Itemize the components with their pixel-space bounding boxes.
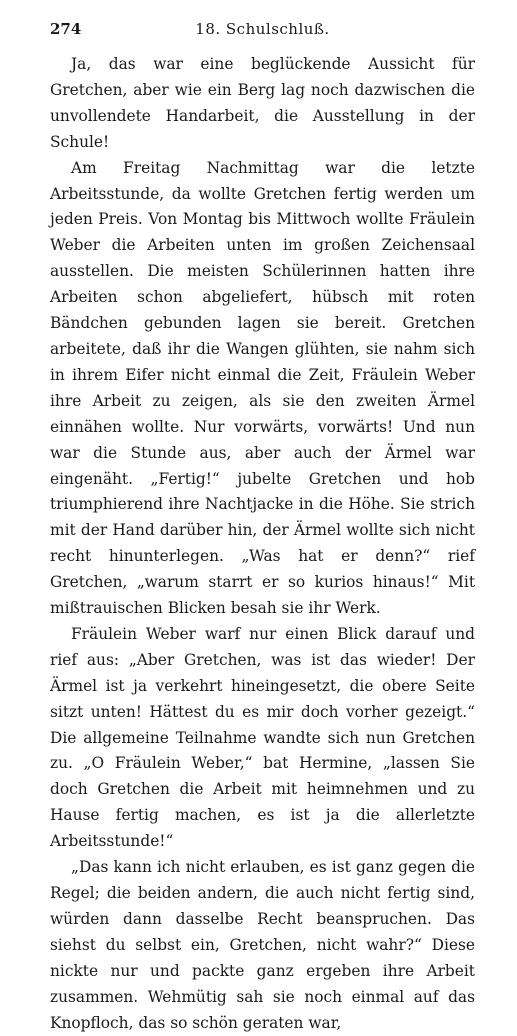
- paragraph: Fräulein Weber warf nur einen Blick darauf und rief aus: „Aber Gretchen, was ist das wieder! Der Ärmel ist ja verkehrt hineingesetzt, die obere Seite sitzt unten! Hättest du es mir doch vorher gezeigt.“ Die allgemeine Teilnahme wandte sich nun Gretchen zu. „O Fräulein Weber,“ bat Hermine, „lassen Sie doch Gretchen die Arbeit mit heimnehmen und zu Hause fertig machen, es ist ja die allerletzte Arbeitsstunde!“: [50, 624, 475, 851]
- page-header: [50, 20, 475, 44]
- paragraph: „Das kann ich nicht erlauben, es ist ganz gegen die Regel; die beiden andern, die auch nicht fertig sind, würden dann dasselbe Recht beanspruchen. Das siehst du selbst ein, Gretchen, nicht wahr?“ Diese nickte nur und packte ganz ergeben ihre Arbeit zusammen. Wehmütig sah sie noch einmal auf das Knopfloch, das so schön geraten war,: [50, 858, 475, 1032]
- paragraph: Ja, das war eine beglückende Aussicht für Gretchen, aber wie ein Berg lag noch dazwischen die unvollendete Handarbeit, die Ausstellung in der Schule!: [50, 55, 475, 151]
- page-number: 274: [50, 20, 82, 38]
- running-head: 18. Schulschluß.: [195, 20, 330, 38]
- body-text: [50, 52, 475, 1036]
- paragraph: Am Freitag Nachmittag war die letzte Arbeitsstunde, da wollte Gretchen fertig werden um jeden Preis. Von Montag bis Mittwoch wollte Fräulein Weber die Arbeiten unten im großen Zeichensaal ausstellen. Die meisten Schülerinnen hatten ihre Arbeiten schon abgeliefert, hübsch mit roten Bändchen gebunden lagen sie bereit. Gretchen arbeitete, daß ihr die Wangen glühten, sie nahm sich in ihrem Eifer nicht einmal die Zeit, Fräulein Weber ihre Arbeit zu zeigen, als sie den zweiten Ärmel einnähen wollte. Nur vorwärts, vorwärts! Und nun war die Stunde aus, aber auch der Ärmel war eingenäht. „Fertig!“ jubelte Gretchen und hob triumphierend ihre Nachtjacke in die Höhe. Sie strich mit der Hand darüber hin, der Ärmel wollte sich nicht recht hinunterlegen. „Was hat er denn?“ rief Gretchen, „warum starrt er so kurios hinaus!“ Mit mißtrauischen Blicken besah sie ihr Werk.: [50, 158, 475, 618]
